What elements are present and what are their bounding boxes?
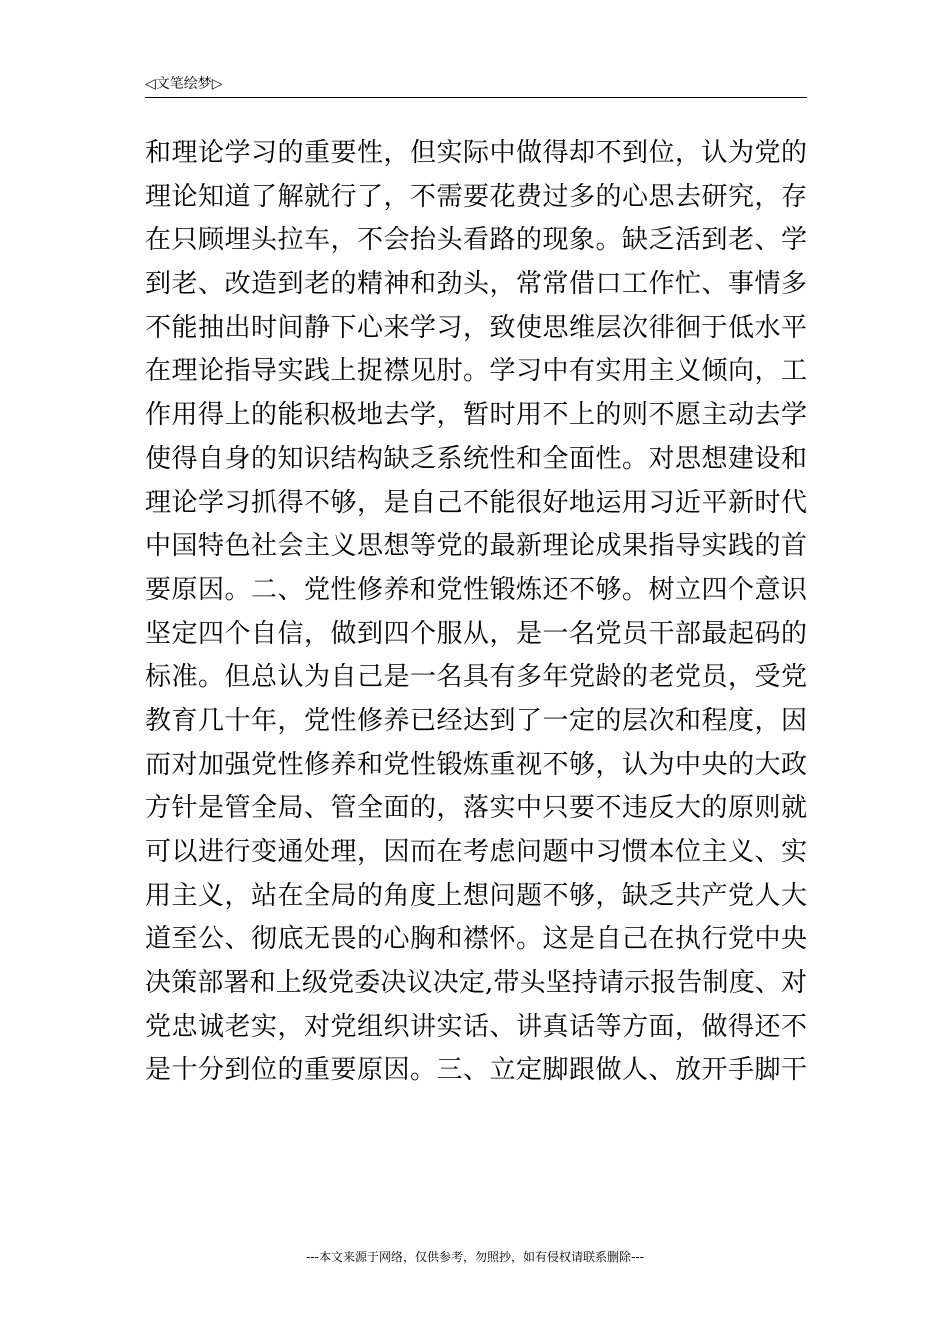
document-body: [145, 132, 807, 1093]
body-line: 理论学习抓得不够，是自己不能很好地运用习近平新时代: [145, 487, 807, 518]
page-footer: ---本文来源于网络，仅供参考，勿照抄，如有侵权请联系删除---: [306, 1250, 644, 1264]
body-line: 到老、改造到老的精神和劲头，常常借口工作忙、事情多: [145, 269, 807, 300]
header-divider: [145, 97, 807, 98]
body-line: 在理论指导实践上捉襟见肘。学习中有实用主义倾向，工: [145, 356, 807, 387]
body-line: 标准。但总认为自己是一名具有多年党龄的老党员，受党: [145, 662, 807, 693]
body-line: 可以进行变通处理，因而在考虑问题中习惯本位主义、实: [145, 837, 807, 867]
body-line: 坚定四个自信，做到四个服从，是一名党员干部最起码的: [145, 618, 807, 649]
body-line: 使得自身的知识结构缺乏系统性和全面性。对思想建设和: [145, 443, 807, 474]
body-line: 教育几十年，党性修养已经达到了一定的层次和程度，因: [145, 705, 807, 736]
body-line: 方针是管全局、管全面的，落实中只要不违反大的原则就: [145, 793, 807, 824]
body-line: 理论知道了解就行了，不需要花费过多的心思去研究，存: [145, 181, 807, 212]
body-line: 是十分到位的重要原因。三、立定脚跟做人、放开手脚干: [145, 1055, 807, 1086]
body-line: 决策部署和上级党委决议决定,带头坚持请示报告制度、对: [145, 968, 807, 999]
body-line: 用主义，站在全局的角度上想问题不够，缺乏共产党人大: [145, 880, 807, 911]
body-line: 和理论学习的重要性，但实际中做得却不到位，认为党的: [145, 138, 807, 168]
body-line: 作用得上的能积极地去学，暂时用不上的则不愿主动去学: [145, 400, 807, 431]
page-header: [145, 74, 807, 98]
body-line: 要原因。二、党性修养和党性锻炼还不够。树立四个意识: [145, 574, 807, 605]
header-title: ◁文笔绘梦▷: [145, 76, 223, 92]
body-line: 在只顾埋头拉车，不会抬头看路的现象。缺乏活到老、学: [145, 225, 807, 256]
body-line: 不能抽出时间静下心来学习，致使思维层次徘徊于低水平: [145, 312, 807, 343]
body-line: 而对加强党性修养和党性锻炼重视不够，认为中央的大政: [145, 749, 807, 780]
body-line: 中国特色社会主义思想等党的最新理论成果指导实践的首: [145, 531, 807, 562]
body-line: 党忠诚老实，对党组织讲实话、讲真话等方面，做得还不: [145, 1011, 807, 1042]
body-line: 道至公、彻底无畏的心胸和襟怀。这是自己在执行党中央: [145, 924, 807, 955]
